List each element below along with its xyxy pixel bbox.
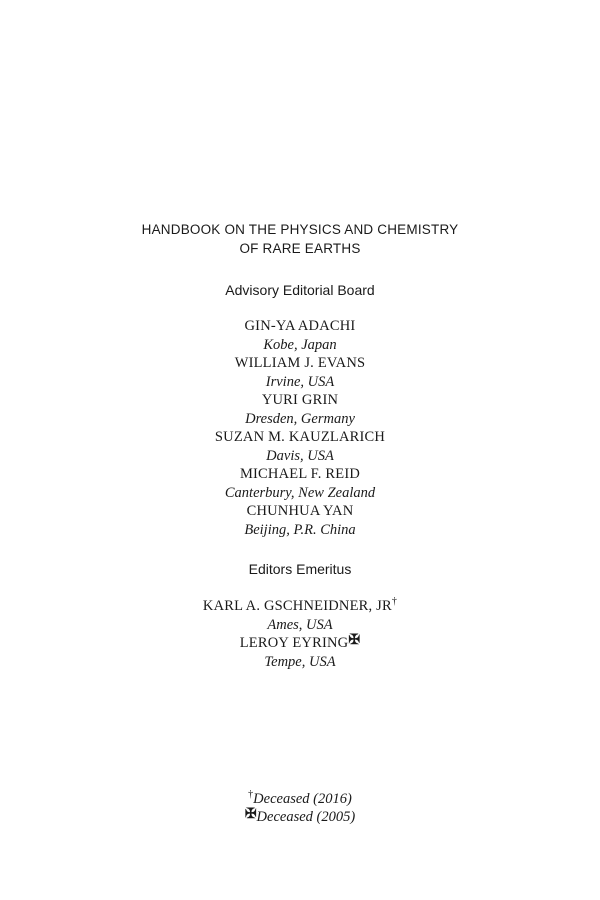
- member-location: Tempe, USA: [264, 653, 336, 670]
- member-name: SUZAN M. KAUZLARICH: [214, 429, 386, 445]
- book-title-line-1: HANDBOOK ON THE PHYSICS AND CHEMISTRY: [141, 222, 459, 237]
- footnotes: [0, 790, 600, 826]
- board-member: [0, 391, 600, 428]
- dagger-mark: †: [248, 789, 254, 801]
- member-location: Canterbury, New Zealand: [224, 484, 376, 501]
- member-name: KARL A. GSCHNEIDNER, JR: [202, 598, 392, 614]
- member-location: Ames, USA: [267, 616, 333, 633]
- member-name: GIN-YA ADACHI: [244, 318, 356, 334]
- board-member: [0, 502, 600, 539]
- member-location: Davis, USA: [266, 447, 334, 464]
- dagger-mark: †: [391, 596, 398, 608]
- editors-emeritus-list: [0, 597, 600, 671]
- footnote-text: Deceased (2016): [253, 791, 352, 807]
- member-location: Irvine, USA: [265, 373, 335, 390]
- board-member: [0, 354, 600, 391]
- member-location: Dresden, Germany: [245, 410, 355, 427]
- member-name: WILLIAM J. EVANS: [234, 355, 366, 371]
- member-location: Beijing, P.R. China: [244, 521, 356, 538]
- advisory-board-list: [0, 317, 600, 539]
- emeritus-member: [0, 597, 600, 634]
- member-name: LEROY EYRING: [239, 635, 349, 651]
- editors-emeritus-heading: Editors Emeritus: [248, 561, 352, 577]
- cross-mark: ✠: [348, 633, 361, 648]
- cross-mark: ✠: [244, 807, 257, 822]
- member-name: CHUNHUA YAN: [246, 503, 354, 519]
- footnote: [0, 808, 600, 826]
- member-name: YURI GRIN: [261, 392, 339, 408]
- member-name: MICHAEL F. REID: [239, 466, 361, 482]
- book-title-line-2: OF RARE EARTHS: [239, 241, 361, 256]
- advisory-board-heading: Advisory Editorial Board: [225, 282, 375, 298]
- board-member: [0, 317, 600, 354]
- footnote-text: Deceased (2005): [256, 809, 356, 825]
- member-name-line: [0, 597, 600, 616]
- board-member: [0, 428, 600, 465]
- footnote: [0, 790, 600, 808]
- board-member: [0, 465, 600, 502]
- member-location: Kobe, Japan: [263, 336, 337, 353]
- emeritus-member: [0, 634, 600, 671]
- member-name-line: [0, 634, 600, 653]
